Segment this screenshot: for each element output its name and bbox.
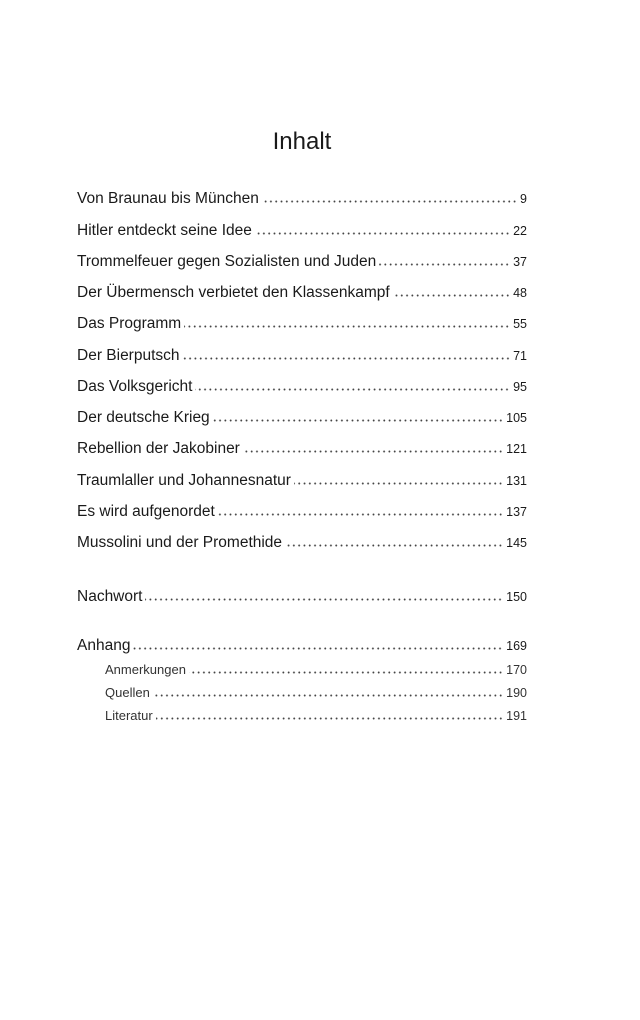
- toc-entry-label: Von Braunau bis München: [77, 190, 259, 207]
- toc-entry-label: Literatur: [105, 708, 153, 723]
- toc-entry-page: 37: [513, 255, 527, 269]
- toc-entry-label: Der deutsche Krieg: [77, 409, 210, 426]
- toc-entry[interactable]: [77, 222, 527, 240]
- toc-entry-page: 105: [506, 411, 527, 425]
- toc-entry-label: Es wird aufgenordet: [77, 503, 215, 520]
- leader-dots: [153, 694, 503, 697]
- toc-entry-page: 121: [506, 442, 527, 456]
- leader-dots: [218, 513, 503, 516]
- toc-entry-label: Anmerkungen: [105, 662, 186, 677]
- leader-dots: [243, 450, 503, 453]
- leader-dots: [184, 325, 510, 328]
- toc-entry-label: Mussolini und der Promethide: [77, 534, 283, 551]
- toc-entry-label: Der Übermensch verbietet den Klassenkampf: [77, 284, 390, 301]
- toc-entry-label: Anhang: [77, 637, 131, 654]
- toc-entry-page: 150: [506, 590, 527, 604]
- toc-entry-page: 131: [506, 474, 527, 488]
- toc-entry[interactable]: [77, 503, 527, 521]
- toc-entry-page: 170: [506, 663, 527, 677]
- toc-entry[interactable]: [105, 685, 527, 700]
- toc-entry[interactable]: [77, 347, 527, 365]
- toc-entry[interactable]: [77, 440, 527, 458]
- toc-entry-label: Nachwort: [77, 588, 143, 605]
- toc-entry[interactable]: [77, 253, 527, 271]
- toc-entry[interactable]: [105, 662, 527, 677]
- toc-entry-page: 9: [520, 192, 527, 206]
- toc-entry[interactable]: [77, 378, 527, 396]
- leader-dots: [133, 647, 503, 650]
- toc-entry-page: 22: [513, 224, 527, 238]
- toc-entry-label: Das Programm: [77, 315, 182, 332]
- leader-dots: [189, 671, 503, 674]
- toc-entry[interactable]: [77, 190, 527, 208]
- toc-entry-label: Hitler entdeckt seine Idee: [77, 222, 252, 239]
- leader-dots: [294, 482, 503, 485]
- page-title: Inhalt: [272, 128, 332, 155]
- toc-entry[interactable]: [77, 409, 527, 427]
- leader-dots: [145, 598, 503, 601]
- toc-entry-page: 145: [506, 536, 527, 550]
- toc-entry-label: Das Volksgericht: [77, 378, 193, 395]
- toc-entry[interactable]: [77, 284, 527, 302]
- toc-entry-label: Der Bierputsch: [77, 347, 180, 364]
- toc-entry-page: 137: [506, 505, 527, 519]
- leader-dots: [255, 232, 510, 235]
- toc-entry-label: Trommelfeuer gegen Sozialisten und Juden: [77, 253, 377, 270]
- toc-entry[interactable]: [105, 708, 527, 723]
- leader-dots: [379, 263, 510, 266]
- toc-entry[interactable]: [77, 534, 527, 552]
- toc-entry-page: 190: [506, 686, 527, 700]
- leader-dots: [156, 717, 503, 720]
- toc-entry-page: 169: [506, 639, 527, 653]
- leader-dots: [213, 419, 503, 422]
- leader-dots: [195, 388, 510, 391]
- toc-entry[interactable]: [77, 472, 527, 490]
- toc-entry-page: 48: [513, 286, 527, 300]
- leader-dots: [393, 294, 510, 297]
- toc-entry[interactable]: [77, 637, 527, 655]
- leader-dots: [183, 357, 511, 360]
- toc-entry-label: Traumlaller und Johannesnatur: [77, 472, 291, 489]
- toc-entry[interactable]: [77, 588, 527, 606]
- toc-entry-page: 95: [513, 380, 527, 394]
- toc-entry-label: Quellen: [105, 685, 150, 700]
- toc-entry-page: 71: [513, 349, 527, 363]
- leader-dots: [285, 544, 503, 547]
- leader-dots: [262, 200, 517, 203]
- toc-entry-page: 55: [513, 317, 527, 331]
- toc-entry-page: 191: [506, 709, 527, 723]
- toc-entry[interactable]: [77, 315, 527, 333]
- toc-entry-label: Rebellion der Jakobiner: [77, 440, 240, 457]
